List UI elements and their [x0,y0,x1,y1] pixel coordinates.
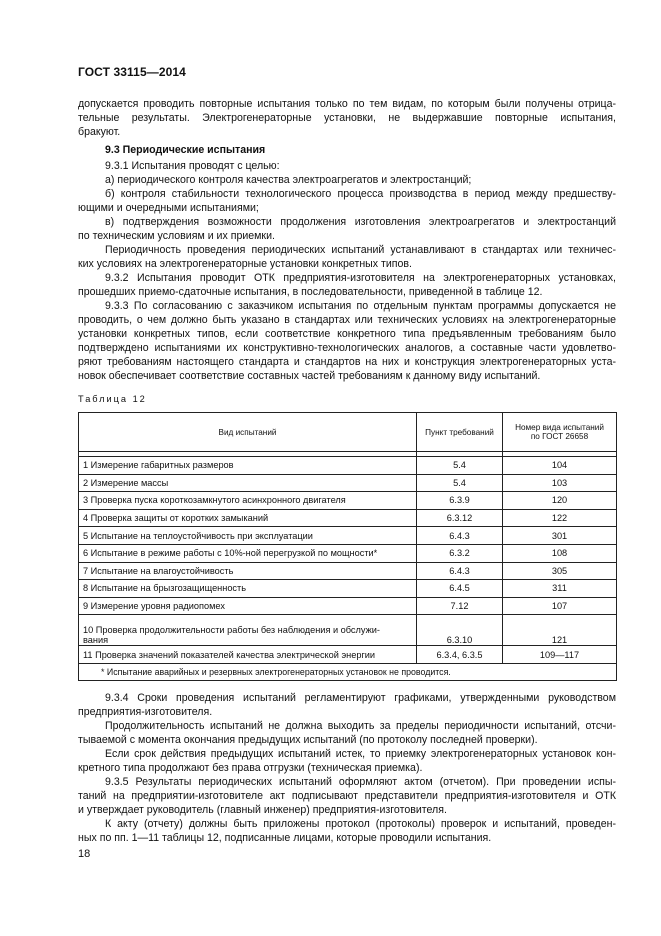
period-line-2: ких условиях на электрогенераторные установки конкретных типов. [78,258,412,270]
p935-line-2: таний на предприятии-изготовителе акт подписывают представители предприятия-изготовителя и ОТК [78,790,616,802]
intro-line-2: тельные результаты. Электрогенераторные установки, не выдержавшие повторные испытания, [78,112,616,124]
table-footnote: * Испытание аварийных и резервных электрогенераторных установок не проводится. [79,663,617,680]
act-line-2: ных по пп. 1—11 таблицы 12, подписанные лицами, которые проводили испытания. [78,832,492,844]
p931-line-1: 9.3.1 Испытания проводят с целью: [105,160,280,172]
table-row: 6 Испытание в режиме работы с 10%-ной перегрузкой по мощности* 6.3.2 108 [79,544,617,562]
p932-line-1: 9.3.2 Испытания проводит ОТК предприятия-изготовителя на электрогенераторных установках, [105,272,616,284]
table-caption: Таблица 12 [78,394,147,404]
p931-line-2: а) периодического контроля качества электроагрегатов и электростанций; [105,174,472,186]
p935-line-1: 9.3.5 Результаты периодических испытаний оформляют актом (отчетом). При проведении испы- [105,776,616,788]
period-line-1: Периодичность проведения периодических испытаний устанавливают в стандартах или техничес- [105,244,616,256]
table-row: 7 Испытание на влагоустойчивость 6.4.3 305 [79,562,617,580]
table-row: 9 Измерение уровня радиопомех 7.12 107 [79,597,617,615]
p931-line-6: по техническим условиям и их приемки. [78,230,275,242]
p932-line-2: прошедших приемо-сдаточные испытания, в последовательности, приведенной в таблице 12. [78,286,543,298]
intro-line-3: бракуют. [78,126,121,138]
p933-line-5: ряют требованиям настоящего стандарта и стандартов на них и конструкция электрогенераторных уста- [78,356,616,368]
periodic-tests-table [78,412,617,681]
page-number: 18 [78,848,91,860]
table-row: 3 Проверка пуска короткозамкнутого асинхронного двигателя 6.3.9 120 [79,492,617,510]
col-header-clause: Пункт требований [417,413,503,452]
intro-line-1: допускается проводить повторные испытания только по тем видам, по которым были получены отрица- [78,98,616,110]
table-row: 8 Испытание на брызгозащищенность 6.4.5 311 [79,580,617,598]
p934-line-2: предприятия-изготовителя. [78,706,213,718]
table-header-row [79,413,617,452]
table-row: 4 Проверка защиты от коротких замыканий 6.3.12 122 [79,509,617,527]
p933-line-4: подтверждено испытаниями их конструктивно-технологических аналогов, а составные части удовлетво- [78,342,616,354]
act-line-1: К акту (отчету) должны быть приложены протокол (протоколы) проверок и испытаний, проведен- [105,818,616,830]
table-row: 10 Проверка продолжительности работы без наблюдения и обслужи- вания 6.3.10 121 [79,615,617,646]
p934-line-1: 9.3.4 Сроки проведения испытаний регламентируют графиками, утвержденными руководством [105,692,616,704]
p933-line-2: проводить, о чем должно быть указано в стандартах или технических условиях на электрогенераторные [78,314,616,326]
table-row: 2 Измерение массы 5.4 103 [79,474,617,492]
p931-line-5: в) подтверждения возможности продолжения изготовления электроагрегатов и электростанций [105,216,616,228]
duration-line-2: тываемой с момента окончания предыдущих испытаний (по протоколу последней проверки). [78,734,538,746]
section-title: 9.3 Периодические испытания [105,144,266,156]
col-header-test-type: Вид испытаний [79,413,417,452]
expired-line-2: кретного типа продолжают без права отгрузки (техническая приемка). [78,762,423,774]
p933-line-1: 9.3.3 По согласованию с заказчиком испытания по отдельным пунктам программы допускается не [105,300,616,312]
p931-line-3: б) контроля стабильности технологического процесса производства в период между предшеству- [105,188,616,200]
p933-line-3: установки конкретных типов, если соответствие конкретного типа предъявленным требованиям было [78,328,616,340]
col-header-gost-number: Номер вида испытаний по ГОСТ 26658 [503,413,617,452]
table-row: 1 Измерение габаритных размеров 5.4 104 [79,457,617,475]
document-header: ГОСТ 33115—2014 [78,65,186,79]
p933-line-6: новок обеспечивает соответствие составных частей требованиям к данному виду испытаний. [78,370,541,382]
table-footnote-row [79,663,617,680]
table-row: 11 Проверка значений показателей качества электрической энергии 6.3.4, 6.3.5 109—117 [79,646,617,664]
table-row: 5 Испытание на теплоустойчивость при эксплуатации 6.4.3 301 [79,527,617,545]
duration-line-1: Продолжительность испытаний не должна выходить за пределы периодичности испытаний, отсчи- [105,720,616,732]
p935-line-3: и утверждает руководитель (главный инженер) предприятия-изготовителя. [78,804,447,816]
expired-line-1: Если срок действия предыдущих испытаний истек, то приемку электрогенераторных установок кон- [105,748,616,760]
p931-line-4: ющими и очередными испытаниями; [78,202,259,214]
